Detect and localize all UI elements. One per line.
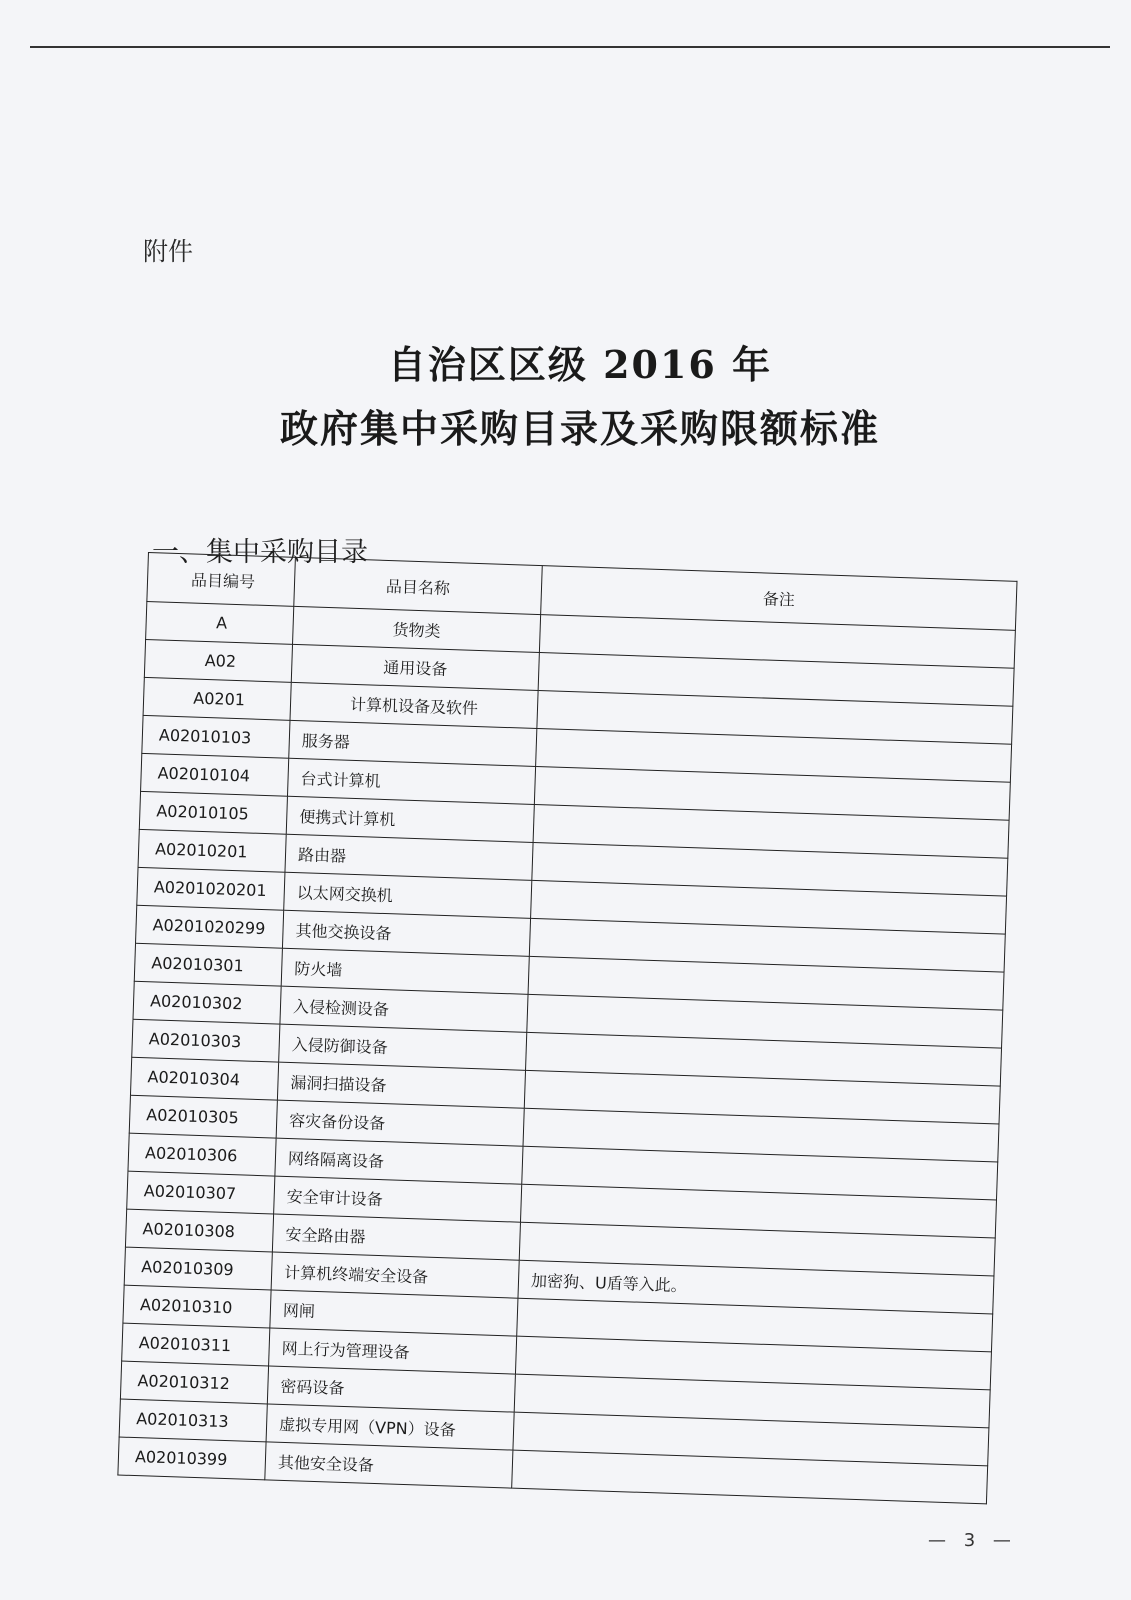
item-code: A02010399 [118,1437,266,1480]
header-name: 品目名称 [294,557,542,614]
item-name: 防火墙 [281,948,529,994]
item-code: A02010310 [123,1285,271,1328]
item-code: A02010308 [125,1209,273,1252]
item-code: A02010311 [122,1323,270,1366]
item-name: 安全审计设备 [274,1176,522,1222]
item-name: 虚拟专用网（VPN）设备 [266,1404,514,1450]
document-title-line-1: 自治区区级 2016 年 [387,342,773,387]
item-name: 其他交换设备 [282,910,530,956]
item-name: 安全路由器 [272,1214,520,1260]
item-name: 其他安全设备 [265,1442,513,1488]
item-code: A02010301 [134,943,282,986]
item-code: A0201020299 [136,905,284,948]
item-code: A02010105 [139,791,287,834]
item-code: A02010103 [142,715,290,758]
item-name: 便携式计算机 [286,796,534,842]
item-name: 网上行为管理设备 [269,1328,517,1374]
item-name: 网络隔离设备 [275,1138,523,1184]
top-rule [30,46,1110,48]
item-name: 路由器 [285,834,533,880]
item-name: 服务器 [289,720,537,766]
item-name: 通用设备 [291,644,539,690]
procurement-catalog-table [117,552,1017,1504]
page-number: — 3 — [928,1530,1017,1551]
document-title-line-2: 政府集中采购目录及采购限额标准 [279,406,880,451]
item-name: 入侵防御设备 [279,1024,527,1070]
item-code: A02010313 [119,1399,267,1442]
section-heading: 一、集中采购目录 [152,537,368,568]
annex-label: 附件 [143,237,194,266]
item-name: 密码设备 [267,1366,515,1412]
item-name: 货物类 [293,606,541,652]
item-name: 以太网交换机 [284,872,532,918]
item-code: A02010302 [133,981,281,1024]
header-note: 备注 [541,566,1017,631]
header-code: 品目编号 [147,553,296,607]
item-code: A0201 [143,677,291,720]
item-code: A02010309 [124,1247,272,1290]
item-name: 入侵检测设备 [280,986,528,1032]
item-code: A02010304 [130,1057,278,1100]
item-code: A [146,601,294,644]
item-name: 计算机设备及软件 [290,682,538,728]
item-code: A0201020201 [137,867,285,910]
item-code: A02010306 [128,1133,276,1176]
item-name: 容灾备份设备 [276,1100,524,1146]
item-name: 网闸 [270,1290,518,1336]
item-code: A02010305 [129,1095,277,1138]
item-name: 漏洞扫描设备 [277,1062,525,1108]
item-name: 计算机终端安全设备 [271,1252,519,1298]
item-code: A02010303 [132,1019,280,1062]
item-note: 加密狗、U盾等入此。 [518,1260,994,1314]
item-name: 台式计算机 [287,758,535,804]
item-code: A02010312 [120,1361,268,1404]
item-code: A02010307 [127,1171,275,1214]
item-code: A02010201 [138,829,286,872]
item-code: A02010104 [141,753,289,796]
item-code: A02 [144,639,292,682]
